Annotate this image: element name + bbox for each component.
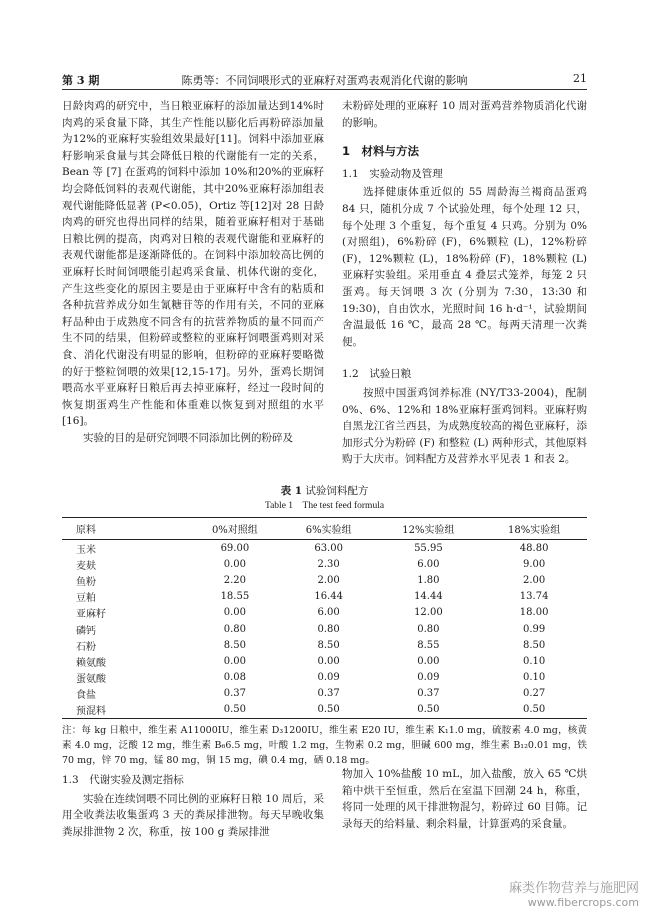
table-cell: 12.00 bbox=[414, 607, 443, 619]
row-label: 鱼粉 bbox=[76, 576, 96, 588]
table-cell: 6.00 bbox=[417, 558, 440, 570]
table-cell: 8.55 bbox=[417, 639, 440, 651]
table-cell: 6.00 bbox=[317, 607, 340, 619]
table-cell: 69.00 bbox=[220, 542, 250, 554]
table-cell: 2.20 bbox=[223, 574, 247, 586]
table-cell: 14.44 bbox=[414, 591, 443, 603]
table-row bbox=[62, 702, 587, 719]
table-cell: 8.50 bbox=[223, 639, 247, 651]
table-cell: 0.50 bbox=[376, 702, 482, 719]
row-label: 亚麻籽 bbox=[76, 609, 106, 621]
section-heading: 1 材料与方法 bbox=[342, 144, 420, 159]
body-paragraph: 未粉碎处理的亚麻籽 10 周对蛋鸡营养物质消化代谢的影响。 bbox=[342, 100, 587, 129]
running-header bbox=[62, 68, 587, 88]
header-12pct: 12%实验组 bbox=[376, 518, 482, 540]
table-cell: 0.08 bbox=[223, 672, 247, 684]
row-label: 赖氨酸 bbox=[76, 657, 106, 669]
body-paragraph: 物加入 10%盐酸 10 mL，加入盐酸，放入 65 ℃烘箱中烘干至恒重，然后在室温下回潮 24 h，称重，将同一处理的风干排泄物混匀，粉碎过 60 目筛。记录每天的给料量、剩余料量，计算蛋鸡的采食量。 bbox=[342, 768, 587, 830]
body-paragraph: 日龄肉鸡的研究中，当日粮亚麻籽的添加量达到14%时肉鸡的采食量下降，其生产性能以膨化后再粉碎添加量为12%的亚麻籽实验组效果最好[11]。饲料中添加亚麻籽影响采食量与其会降低日粮的代谢能有一定的关系，Bean 等 [7] 在蛋鸡的饲料中添加 10%和20%的亚麻籽均会降低饲料的表观代谢能，其中20%亚麻籽添加组表观代谢能降低显著 (P<0.05)，Ortiz 等[12]对 28 日龄肉鸡的研究也得出同样的结果，随着亚麻籽相对于基础日粮比例的提高，肉鸡对日粮的表观代谢能和亚麻籽的表观代谢能都是逐渐降低的。在饲料中添加较高比例的亚麻籽长时间饲喂能引起鸡采食量、机体代谢的变化，产生这些变化的原因主要是由于亚麻籽中含有的粘质和各种抗营养成分如生氰糖苷等的作用有关，不同的亚麻籽品种由于成熟度不同含有的抗营养物质的量不同而产生不同的结果，但粉碎或整粒的亚麻籽饲喂蛋鸡则对采食、消化代谢没有明显的影响，但粉碎的亚麻籽要略微的好于整粒饲喂的效果[12,15-17]。另外，蛋鸡长期饲喂高水平亚麻籽日粮后再去掉亚麻籽，经过一段时间的恢复期蛋鸡生产性能和体重难以恢复到对照组的水平[16]。 bbox=[62, 100, 324, 428]
table-cell: 0.00 bbox=[223, 655, 247, 667]
body-paragraph: 选择健康体重近似的 55 周龄海兰褐商品蛋鸡 84 只，随机分成 7 个试验处理，每个处理 12 只，每个处理 3 个重复，每个重复 4 只鸡。分别为 0%(对照组)，6%粉碎 (F)，6%颗粒 (L)，12%粉碎 (F)，12%颗粒 (L)，18%粉碎 (F)，18%颗粒 (L) 亚麻籽实验组。采用垂直 4 叠层式笼养，每笼 2 只蛋鸡。每天饲喂 3 次 (分别为 7:30，13:30 和 19:30)，自由饮水，光照时间 16 h·d⁻¹，试验期间舍温最低 16 ℃，最高 28 ℃。每两天清理一次粪便。 bbox=[342, 186, 587, 348]
table-cell: 8.50 bbox=[522, 639, 546, 651]
row-label: 玉米 bbox=[76, 544, 96, 556]
bottom-left-column bbox=[62, 766, 324, 840]
row-label: 豆粕 bbox=[76, 593, 96, 605]
left-column bbox=[62, 98, 324, 446]
watermark-site-name: 麻类作物营养与施肥网 bbox=[508, 881, 639, 896]
header-6pct: 6%实验组 bbox=[282, 518, 376, 540]
table-row bbox=[62, 686, 587, 702]
feed-formula-table-block bbox=[62, 484, 587, 768]
row-label: 麦麸 bbox=[76, 560, 96, 572]
table-cell: 13.74 bbox=[519, 591, 549, 603]
table-cell: 0.00 bbox=[223, 558, 247, 570]
table-cell: 2.30 bbox=[317, 558, 340, 570]
table-row bbox=[62, 540, 587, 557]
subsection-heading: 1.3 代谢实验及测定指标 bbox=[62, 774, 184, 786]
table-cell: 2.00 bbox=[317, 574, 340, 586]
table-cell: 0.50 bbox=[481, 702, 587, 719]
table-row bbox=[62, 605, 587, 621]
header-ingredient: 原料 bbox=[62, 518, 188, 540]
table-caption-english: Table 1 The test feed formula bbox=[264, 501, 385, 511]
table-row bbox=[62, 572, 587, 588]
table-cell: 8.50 bbox=[317, 639, 340, 651]
table-cell: 0.37 bbox=[317, 688, 340, 700]
table-cell: 16.44 bbox=[314, 591, 343, 603]
table-cell: 55.95 bbox=[414, 542, 443, 554]
table-cell: 0.80 bbox=[417, 623, 440, 635]
table-cell: 0.10 bbox=[522, 655, 546, 667]
table-caption bbox=[62, 484, 587, 499]
row-label: 食盐 bbox=[76, 690, 96, 702]
table-row bbox=[62, 621, 587, 637]
table-cell: 0.00 bbox=[223, 607, 247, 619]
table-cell: 0.10 bbox=[522, 672, 546, 684]
page-number: 21 bbox=[573, 72, 587, 85]
header-rule bbox=[62, 89, 587, 90]
feed-formula-table bbox=[62, 517, 587, 719]
table-caption-number: 表 1 bbox=[280, 485, 303, 497]
table-cell: 0.37 bbox=[417, 688, 440, 700]
watermark bbox=[509, 877, 639, 909]
right-column bbox=[342, 98, 587, 468]
subsection-heading: 1.1 实验动物及管理 bbox=[342, 167, 443, 180]
table-caption-text: 试验饲料配方 bbox=[305, 485, 369, 497]
table-cell: 18.00 bbox=[519, 607, 549, 619]
running-title: 陈勇等：不同饲喂形式的亚麻籽对蛋鸡表观消化代谢的影响 bbox=[181, 74, 468, 87]
table-cell: 0.00 bbox=[417, 655, 440, 667]
table-cell: 0.09 bbox=[417, 672, 440, 684]
body-paragraph: 实验的目的是研究饲喂不同添加比例的粉碎及 bbox=[83, 431, 293, 444]
body-paragraph: 实验在连续饲喂不同比例的亚麻籽日粮 10 周后，采用全收粪法收集蛋鸡 3 天的粪尿排泄物。每天早晚收集粪尿排泄物 2 次，称重，按 100 g 粪尿排泄 bbox=[62, 792, 324, 838]
table-cell: 0.27 bbox=[522, 688, 546, 700]
table-cell: 0.50 bbox=[188, 702, 282, 719]
header-0pct: 0%对照组 bbox=[188, 518, 282, 540]
table-cell: 18.55 bbox=[220, 591, 250, 603]
table-row bbox=[62, 589, 587, 605]
table-note: 注：每 kg 日粮中，维生素 A11000IU，维生素 D₃1200IU，维生素 E20 IU，维生素 K₁1.0 mg，硫胺素 4.0 mg，核黄素 4.0 mg，泛酸 12 mg，维生素 B₆6.5 mg，叶酸 1.2 mg，生物素 0.2 mg，胆碱 600 mg，维生素 B₁₂0.01 mg，铁 70 mg，锌 70 mg，锰 80 mg，铜 15 mg，碘 0.4 mg，硒 0.18 mg。 bbox=[62, 725, 587, 767]
table-row bbox=[62, 670, 587, 686]
table-cell: 0.50 bbox=[282, 702, 376, 719]
table-cell: 0.99 bbox=[522, 623, 546, 635]
bottom-right-column bbox=[342, 766, 587, 832]
watermark-url: www.fibercrops.com bbox=[527, 896, 639, 909]
table-row bbox=[62, 637, 587, 653]
table-cell: 0.37 bbox=[223, 688, 247, 700]
header-18pct: 18%实验组 bbox=[481, 518, 587, 540]
table-cell: 1.80 bbox=[417, 574, 440, 586]
table-cell: 63.00 bbox=[314, 542, 343, 554]
table-cell: 48.80 bbox=[519, 542, 549, 554]
row-label: 蛋氨酸 bbox=[76, 674, 106, 686]
table-cell: 0.80 bbox=[317, 623, 340, 635]
table-cell: 0.80 bbox=[223, 623, 247, 635]
table-cell: 0.00 bbox=[317, 655, 340, 667]
row-label: 预混料 bbox=[62, 702, 188, 719]
table-cell: 2.00 bbox=[522, 574, 546, 586]
table-row bbox=[62, 556, 587, 572]
subsection-heading: 1.2 试验日粮 bbox=[342, 368, 412, 381]
table-row bbox=[62, 653, 587, 669]
body-paragraph: 按照中国蛋鸡饲养标准 (NY/T33-2004)，配制 0%、6%、12%和 18%亚麻籽蛋鸡饲料。亚麻籽购自黑龙江省兰西县，为成熟度较高的褐色亚麻籽，添加形式分为粉碎 (F) 和整粒 (L) 两种形式，其他原料购于大庆市。饲料配方及营养水平见表 1 和表 2。 bbox=[342, 386, 587, 466]
table-header-row bbox=[62, 518, 587, 540]
issue-number: 第 3 期 bbox=[62, 74, 100, 87]
row-label: 磷钙 bbox=[76, 625, 96, 637]
table-cell: 9.00 bbox=[522, 558, 546, 570]
table-cell: 0.09 bbox=[317, 672, 340, 684]
row-label: 石粉 bbox=[76, 641, 96, 653]
